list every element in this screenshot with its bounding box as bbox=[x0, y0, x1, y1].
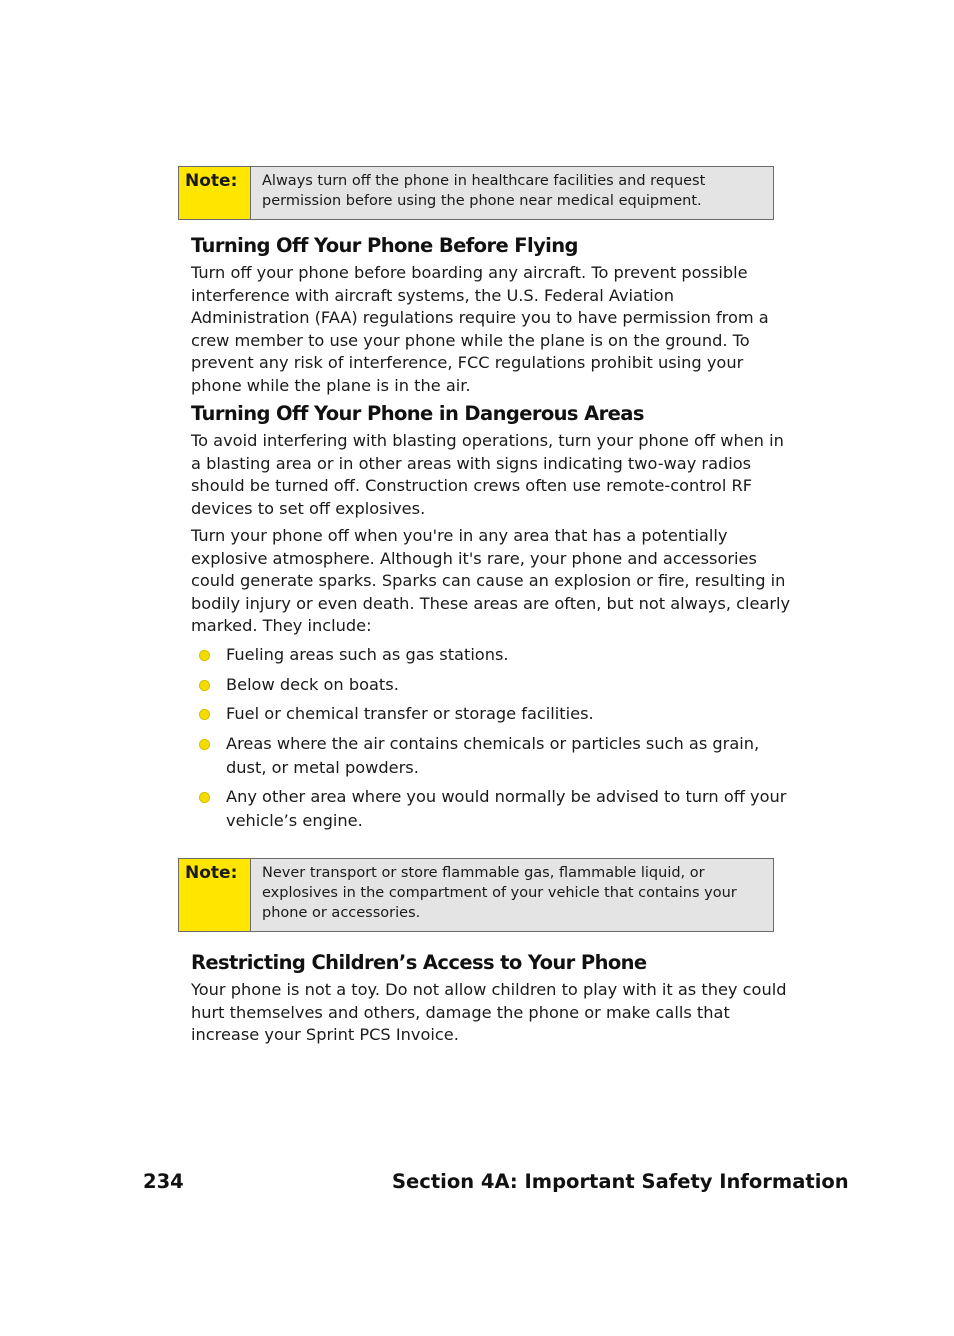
note-label: Note: bbox=[179, 167, 251, 219]
paragraph-flying: Turn off your phone before boarding any aircraft. To prevent possible interference with aircraft systems, the U.S. Federal Aviation Administration (FAA) regulations require you to have permission from a crew member to use your phone while the plane is on the ground. To prevent any risk of interference, FCC regulations prohibit using your phone while the plane is in the air. bbox=[191, 263, 769, 395]
list-item-text: Fueling areas such as gas stations. bbox=[226, 645, 509, 664]
list-item bbox=[191, 732, 791, 780]
list-item-text: Below deck on boats. bbox=[226, 674, 399, 694]
hazard-list bbox=[191, 643, 791, 839]
heading-flying: Turning Off Your Phone Before Flying bbox=[191, 234, 578, 257]
note-box-flammable bbox=[178, 858, 774, 932]
note-text: Never transport or store flammable gas, flammable liquid, or explosives in the compartment of your vehicle that contains your phone or accessories. bbox=[262, 865, 737, 921]
list-item-text: Areas where the air contains chemicals or particles such as grain, dust, or metal powders. bbox=[226, 733, 760, 777]
list-item bbox=[191, 673, 791, 697]
list-item bbox=[191, 702, 791, 726]
section-title-footer: Section 4A: Important Safety Information bbox=[392, 1170, 849, 1193]
bullet-icon bbox=[199, 709, 210, 720]
paragraph-explosive-atmosphere: Turn your phone off when you're in any area that has a potentially explosive atmosphere. Although it's rare, your phone and accessories could generate sparks. Sparks can cause an explosion or fire, resulting in bodily injury or even death. These areas are often, but not always, clearly marked. They include: bbox=[191, 526, 791, 635]
bullet-icon bbox=[199, 650, 210, 661]
heading-children-access: Restricting Children’s Access to Your Phone bbox=[191, 951, 647, 974]
bullet-icon bbox=[199, 680, 210, 691]
note-label: Note: bbox=[179, 859, 251, 931]
list-item bbox=[191, 785, 791, 833]
bullet-icon bbox=[199, 739, 210, 750]
bullet-icon bbox=[199, 792, 210, 803]
page-number: 234 bbox=[143, 1170, 184, 1193]
paragraph-blasting: To avoid interfering with blasting operations, turn your phone off when in a blasting area or in other areas with signs indicating two-way radios should be turned off. Construction crews often use remote-control RF devices to set off explosives. bbox=[191, 431, 784, 518]
note-text: Always turn off the phone in healthcare facilities and request permission before using the phone near medical equipment. bbox=[262, 173, 706, 209]
list-item bbox=[191, 643, 791, 667]
paragraph-children: Your phone is not a toy. Do not allow children to play with it as they could hurt themselves and others, damage the phone or make calls that increase your Sprint PCS Invoice. bbox=[191, 980, 787, 1044]
note-box-healthcare bbox=[178, 166, 774, 220]
list-item-text: Any other area where you would normally be advised to turn off your vehicle’s engine. bbox=[226, 787, 787, 830]
heading-dangerous-areas: Turning Off Your Phone in Dangerous Areas bbox=[191, 402, 644, 425]
list-item-text: Fuel or chemical transfer or storage facilities. bbox=[226, 704, 594, 723]
